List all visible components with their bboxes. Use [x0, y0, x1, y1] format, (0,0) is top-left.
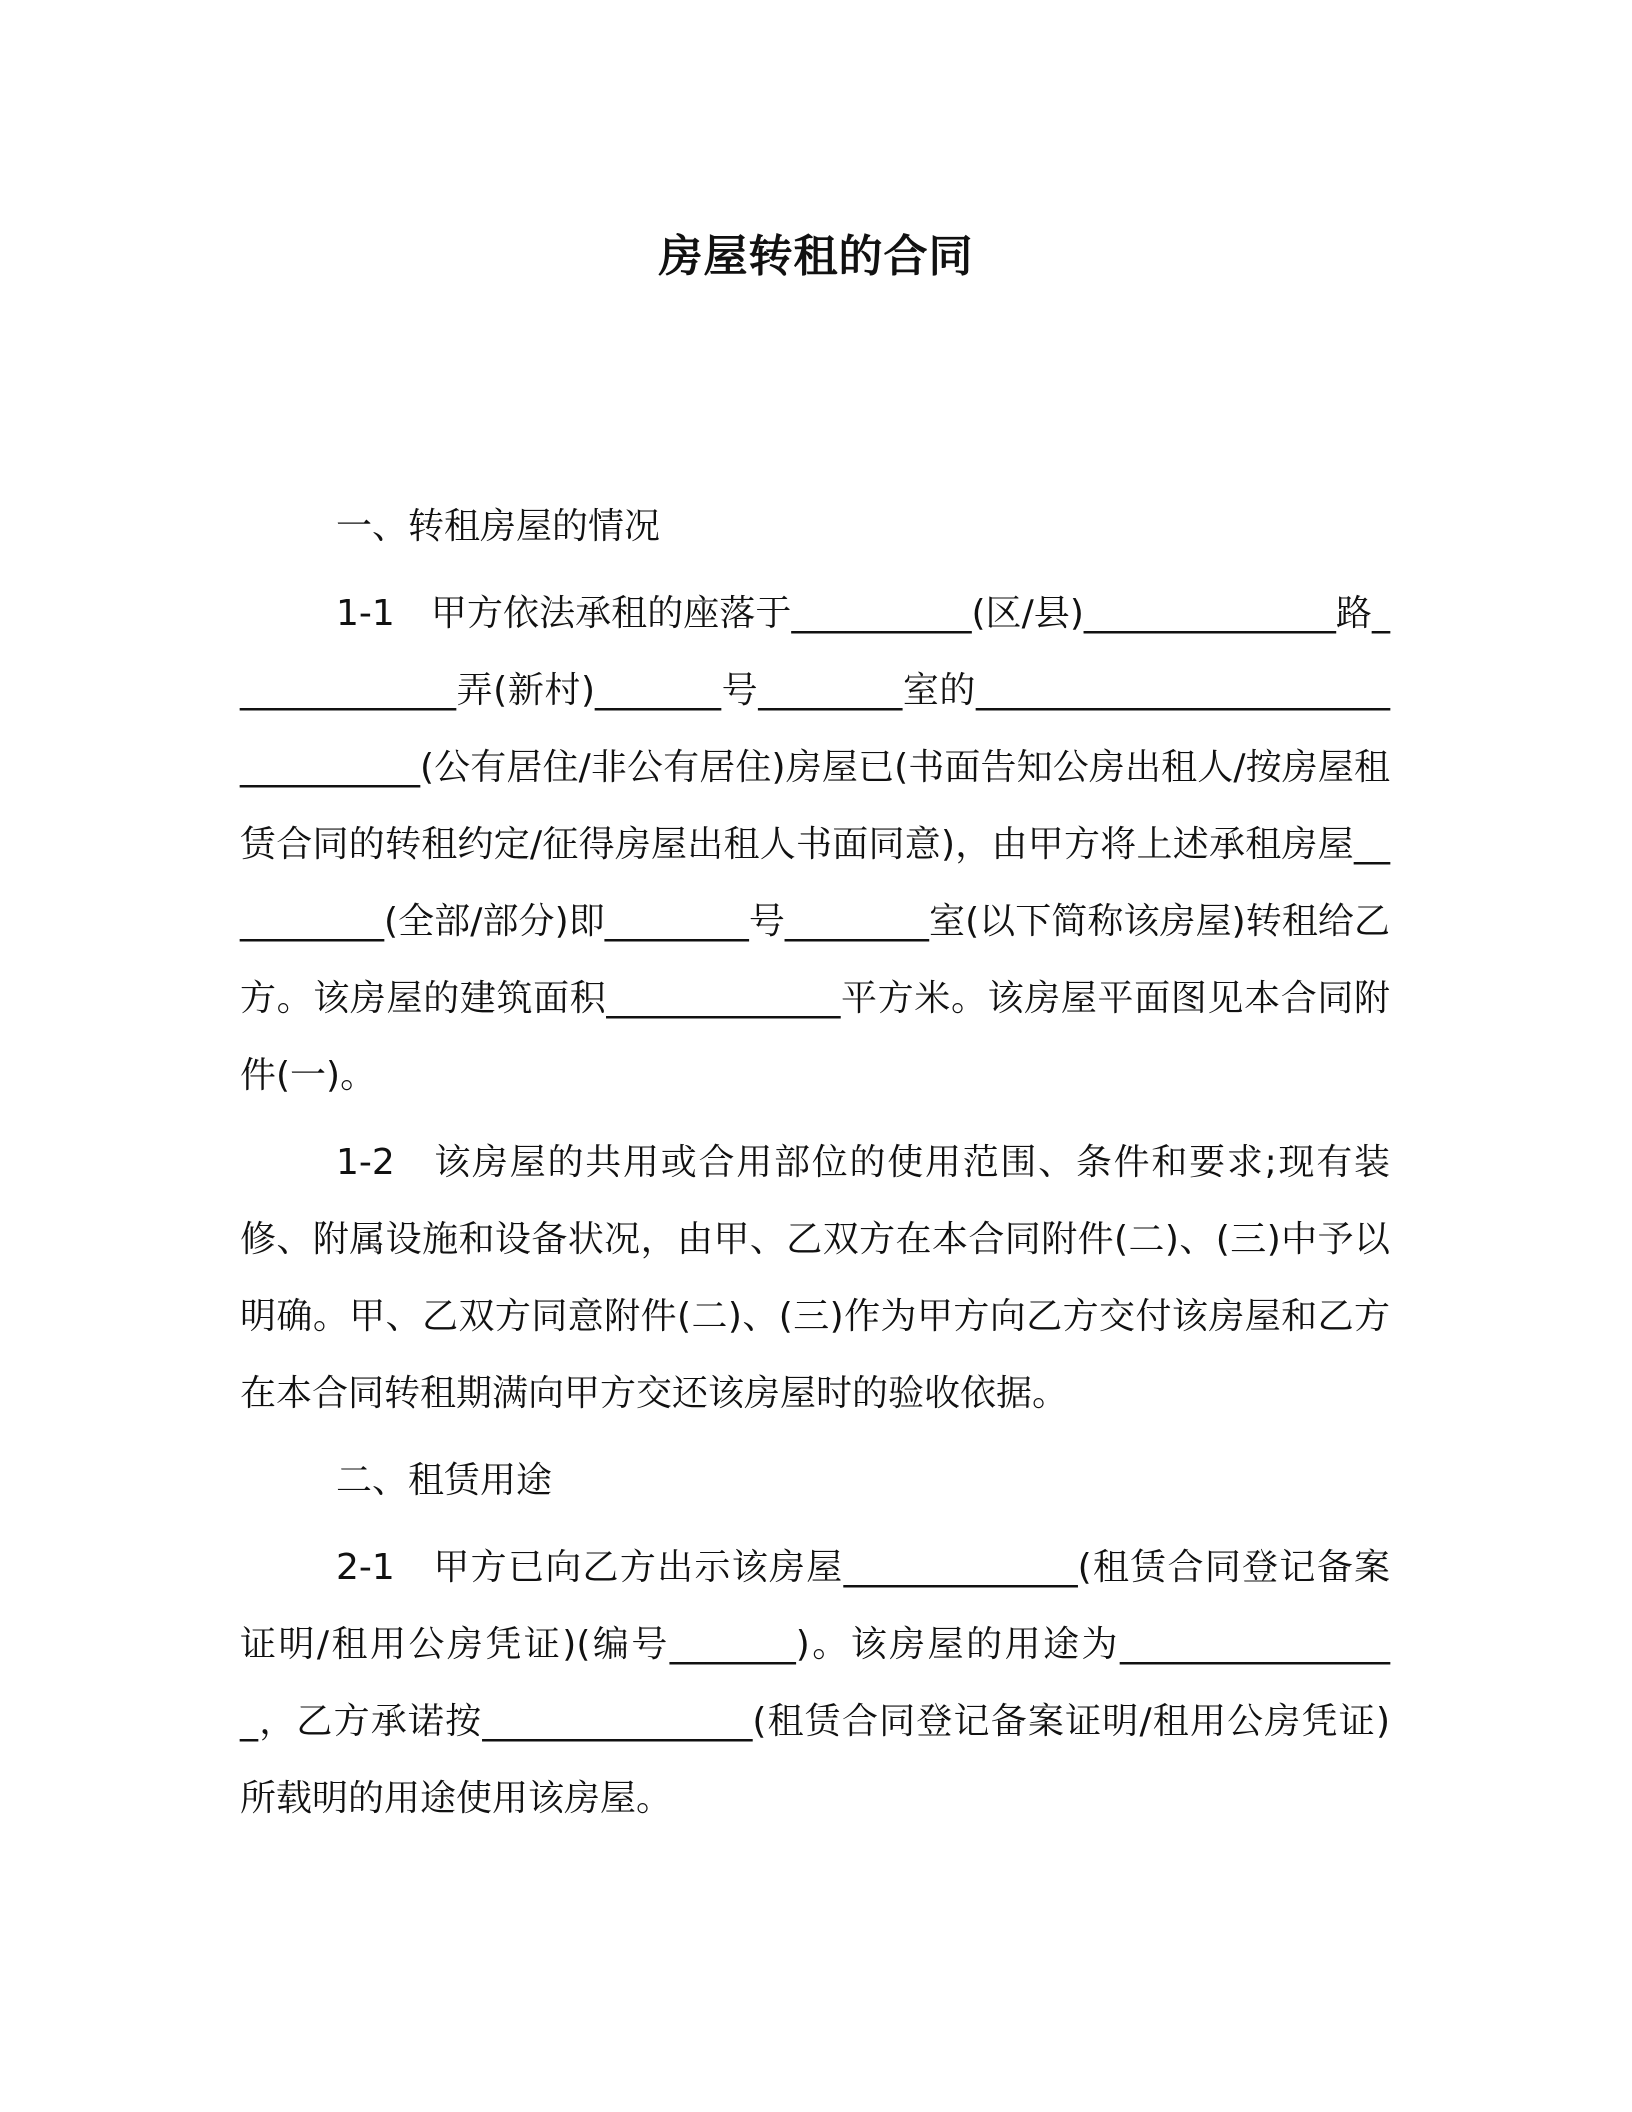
document-body	[240, 488, 1390, 1837]
clause-1-1: 1-1 甲方依法承租的座落于__________(区/县)______________路_____________弄(新村)_______号________室的_________________________________(公有居住/非公有居住)房屋已(书面告知公房出租人/按房屋租赁合同的转租约定/征得房屋出租人书面同意)，由甲方将上述承租房屋__________(全部/部分)即________号________室(以下简称该房屋)转租给乙方。该房屋的建筑面积_____________平方米。该房屋平面图见本合同附件(一)。	[240, 593, 1390, 1096]
clause-1-2: 1-2 该房屋的共用或合用部位的使用范围、条件和要求;现有装修、附属设施和设备状况，由甲、乙双方在本合同附件(二)、(三)中予以明确。甲、乙双方同意附件(二)、(三)作为甲方向乙方交付该房屋和乙方在本合同转租期满向甲方交还该房屋时的验收依据。	[240, 1142, 1390, 1414]
section-heading-1: 一、转租房屋的情况	[336, 506, 661, 547]
document-title: 房屋转租的合同	[658, 231, 974, 282]
section-heading-2: 二、租赁用途	[336, 1460, 553, 1501]
clause-2-1: 2-1 甲方已向乙方出示该房屋_____________(租赁合同登记备案证明/租用公房凭证)(编号_______)。该房屋的用途为________________，乙方承诺按_______________(租赁合同登记备案证明/租用公房凭证)所载明的用途使用该房屋。	[240, 1547, 1390, 1819]
